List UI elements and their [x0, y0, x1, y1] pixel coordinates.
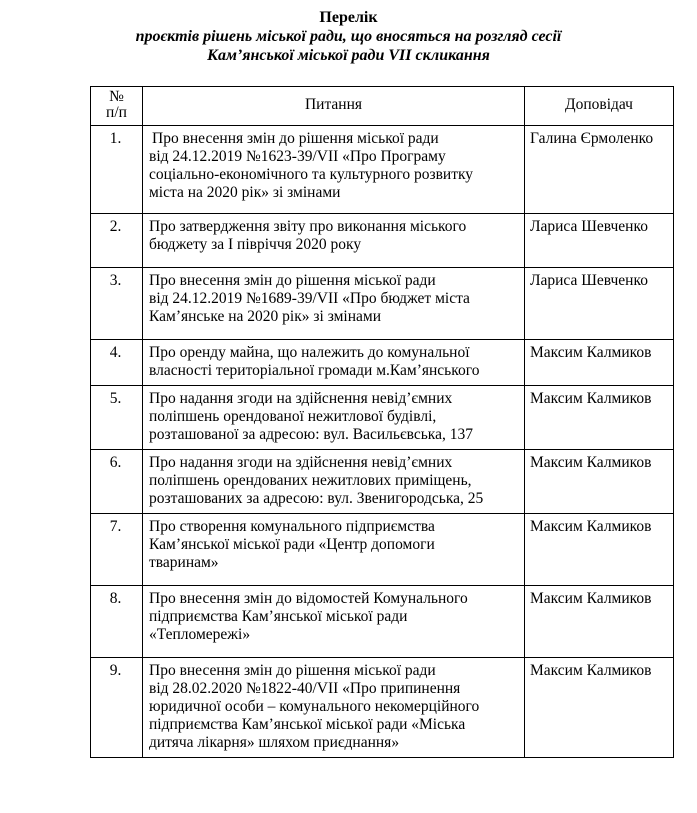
item-line: юридичної особи – комунального некомерційного — [149, 698, 480, 715]
title-line-1: Перелік — [319, 9, 378, 26]
row-reporter: Максим Калмиков — [525, 340, 674, 386]
row-reporter: Максим Калмиков — [525, 586, 674, 658]
item-line: дитяча лікарня» шляхом приєднання» — [149, 734, 400, 751]
row-item — [143, 340, 525, 386]
header-number-line1: № — [109, 88, 124, 105]
item-line: поліпшень орендованої нежитлової будівлі, — [149, 408, 437, 425]
row-reporter: Максим Калмиков — [525, 658, 674, 758]
row-number: 5. — [91, 386, 143, 450]
item-line: поліпшень орендованих нежитлових приміщень, — [149, 472, 472, 489]
item-line: Про оренду майна, що належить до комунальної — [149, 344, 470, 361]
item-line: соціально-економічного та культурного розвитку — [149, 166, 474, 183]
header-item: Питання — [143, 87, 525, 126]
table-row — [91, 586, 674, 658]
item-line: розташованої за адресою: вул. Васильєвська, 137 — [149, 426, 473, 443]
item-line: Про внесення змін до рішення міської ради — [149, 662, 436, 679]
document-title — [0, 8, 697, 65]
item-line: Про внесення змін до рішення міської ради — [149, 272, 436, 289]
item-line: розташованих за адресою: вул. Звенигородська, 25 — [149, 490, 484, 507]
item-line: підприємства Кам’янської міської ради — [149, 608, 408, 625]
agenda-table — [90, 86, 674, 758]
row-item — [143, 214, 525, 268]
table-row — [91, 514, 674, 586]
row-item — [143, 514, 525, 586]
row-number: 1. — [91, 126, 143, 214]
item-line: Про внесення змін до рішення міської ради — [152, 130, 439, 147]
row-number: 4. — [91, 340, 143, 386]
row-reporter: Галина Єрмоленко — [525, 126, 674, 214]
table-row — [91, 214, 674, 268]
item-line: Кам’янської міської ради «Центр допомоги — [149, 536, 435, 553]
item-line: Про внесення змін до відомостей Комунального — [149, 590, 468, 607]
row-reporter: Максим Калмиков — [525, 514, 674, 586]
item-line: від 28.02.2020 №1822-40/VII «Про припинення — [149, 680, 461, 697]
item-line: підприємства Кам’янської міської ради «Міська — [149, 716, 466, 733]
item-line: Про надання згоди на здійснення невід’ємних — [149, 454, 453, 471]
item-line: «Тепломережі» — [149, 626, 251, 643]
table-row — [91, 126, 674, 214]
item-line: Про створення комунального підприємства — [149, 518, 435, 535]
item-line: від 24.12.2019 №1623-39/VII «Про Програму — [149, 148, 446, 165]
row-item — [143, 386, 525, 450]
table-row — [91, 450, 674, 514]
row-number: 8. — [91, 586, 143, 658]
row-number: 7. — [91, 514, 143, 586]
table-row — [91, 268, 674, 340]
item-line: Про надання згоди на здійснення невід’ємних — [149, 390, 453, 407]
item-line: власності територіальної громади м.Кам’янського — [149, 362, 480, 379]
row-item — [143, 586, 525, 658]
item-line: тваринам» — [149, 554, 219, 571]
item-line: бюджету за І півріччя 2020 року — [149, 236, 362, 253]
item-line: від 24.12.2019 №1689-39/VII «Про бюджет міста — [149, 290, 470, 307]
row-number: 3. — [91, 268, 143, 340]
item-line: міста на 2020 рік» зі змінами — [149, 184, 341, 201]
title-line-3: Кам’янської міської ради VII скликання — [207, 47, 490, 64]
title-line-2: проєктів рішень міської ради, що вносяться на розгляд сесії — [135, 28, 562, 45]
row-item — [143, 658, 525, 758]
header-number-line2: п/п — [106, 104, 127, 121]
header-reporter: Доповідач — [525, 87, 674, 126]
table-row — [91, 658, 674, 758]
header-number — [91, 87, 143, 126]
table-row — [91, 386, 674, 450]
item-line: Про затвердження звіту про виконання міського — [149, 218, 467, 235]
item-line: Кам’янське на 2020 рік» зі змінами — [149, 308, 381, 325]
row-reporter: Максим Калмиков — [525, 450, 674, 514]
row-reporter: Лариса Шевченко — [525, 214, 674, 268]
row-number: 6. — [91, 450, 143, 514]
table-header-row — [91, 87, 674, 126]
row-reporter: Максим Калмиков — [525, 386, 674, 450]
row-item — [143, 268, 525, 340]
row-reporter: Лариса Шевченко — [525, 268, 674, 340]
row-item — [143, 450, 525, 514]
row-number: 9. — [91, 658, 143, 758]
row-item — [143, 126, 525, 214]
row-number: 2. — [91, 214, 143, 268]
table-row — [91, 340, 674, 386]
